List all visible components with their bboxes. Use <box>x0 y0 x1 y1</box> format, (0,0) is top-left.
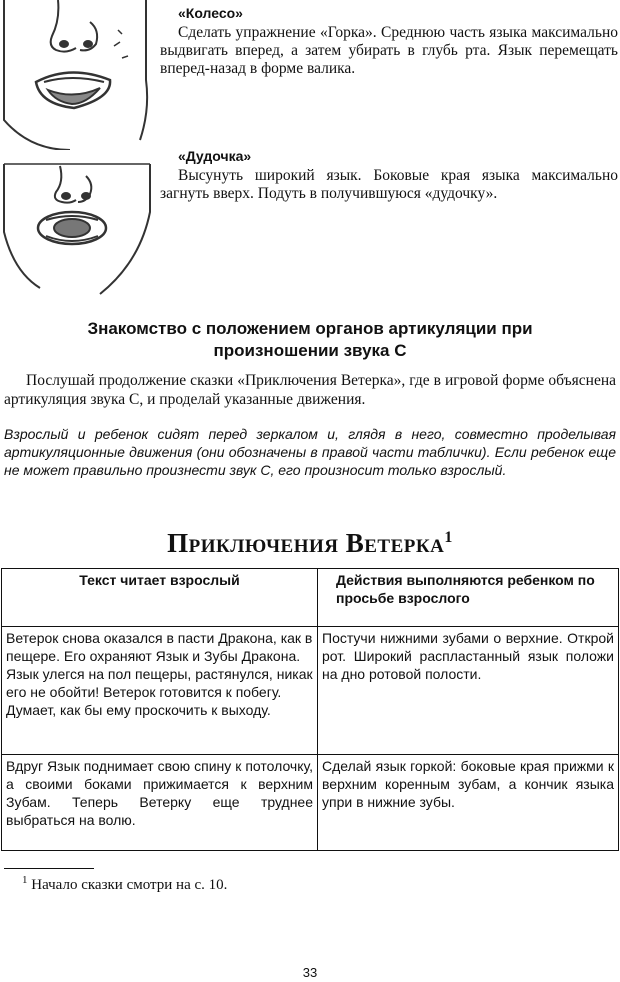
row-2-adult: Вдруг Язык поднимает свою спину к потолочку, а своими боками прижимается к верхним Зубам. Теперь Ветерку еще труднее выбраться на волю. <box>2 755 318 851</box>
face-illustration-koleso <box>0 0 152 150</box>
row-1-adult: Ветерок снова оказался в пасти Дракона, как в пещере. Его охраняют Язык и Зубы Дракона. Язык улегся на пол пещеры, растянулся, никак его не обойти! Ветерок готовится к побегу. Думает, как бы ему проскочить к выходу. <box>2 627 318 755</box>
footnote-mark: 1 <box>22 874 28 886</box>
table-row <box>2 627 619 755</box>
table-header-row <box>2 569 619 627</box>
page-number: 33 <box>302 965 318 980</box>
footnote-divider <box>4 868 94 869</box>
exercise-title-dudochka: «Дудочка» <box>178 148 252 164</box>
section-intro: Послушай продолжение сказки «Приключения Ветерка», где в игровой форме объяснена артикуляция звука С, и проделай указанные движения. <box>4 372 616 408</box>
section-instruction: Взрослый и ребенок сидят перед зеркалом и, глядя в него, совместно проделывая артикуляционные движения (они обозначены в правой части таблички). Если ребенок еще не может правильно произнести звук С, его произносит только взрослый. <box>4 426 616 478</box>
story-title-footnote-mark: 1 <box>444 529 453 546</box>
header-adult: Текст читает взрослый <box>2 569 318 627</box>
exercise-text-koleso: Сделать упражнение «Горка». Среднюю часть языка максимально выдвигать вперед, а затем убирать в глубь рта. Язык перемещать вперед-назад в форме валика. <box>160 24 618 77</box>
header-child: Действия выполняются ребенком по просьбе взрослого <box>318 569 619 627</box>
section-title-line1: Знакомство с положением органов артикуляции при <box>87 319 533 338</box>
exercise-text-dudochka: Высунуть широкий язык. Боковые края языка максимально загнуть вверх. Подуть в получившуюся «дудочку». <box>160 167 618 202</box>
table-row <box>2 755 619 851</box>
row-1-child: Постучи нижними зубами о верхние. Открой рот. Широкий распластанный язык положи на дно ротовой полости. <box>318 627 619 755</box>
section-title-line2: произношении звука С <box>213 341 407 360</box>
story-title <box>0 528 620 559</box>
story-table <box>1 568 619 851</box>
footnote <box>22 874 227 894</box>
row-2-child: Сделай язык горкой: боковые края прижми к верхним коренным зубам, а кончик языка упри в нижние зубы. <box>318 755 619 851</box>
story-title-text: Приключения Ветерка <box>167 528 445 558</box>
footnote-text: Начало сказки смотри на с. 10. <box>31 877 228 893</box>
section-title <box>0 318 620 362</box>
exercise-title-koleso: «Колесо» <box>178 5 243 21</box>
face-illustration-dudochka <box>0 162 152 300</box>
